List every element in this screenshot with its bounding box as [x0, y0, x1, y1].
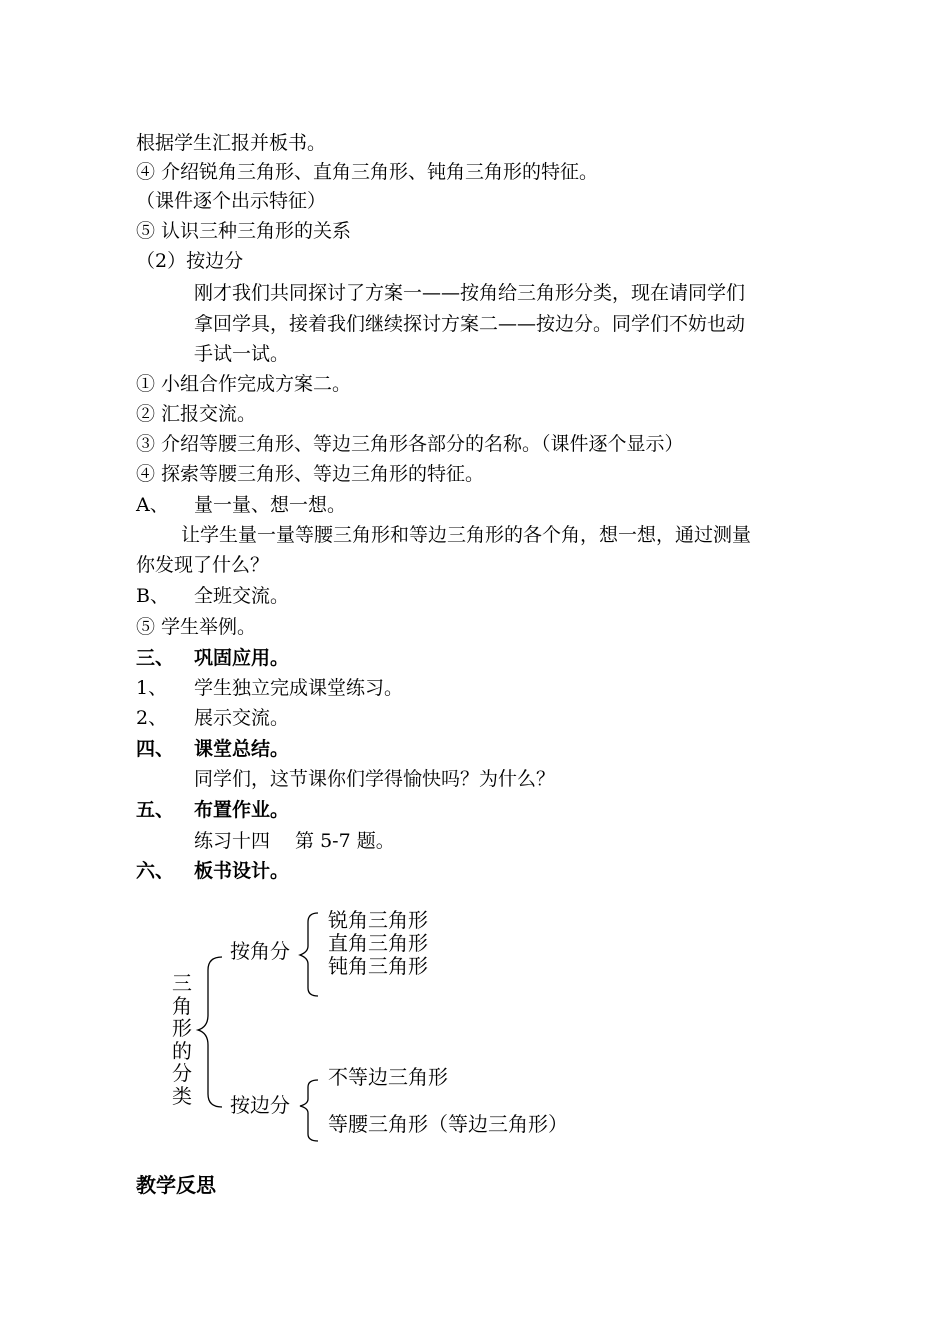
root-char: 三: [172, 971, 192, 995]
text-line: ④ 探索等腰三角形、等边三角形的特征。: [136, 463, 485, 485]
side-branch-label: 按边分: [230, 1093, 290, 1117]
text-line: 你发现了什么？: [136, 554, 270, 576]
text-line: （课件逐个出示特征）: [136, 190, 327, 212]
text-line: ④ 介绍锐角三角形、直角三角形、钝角三角形的特征。: [136, 161, 599, 183]
root-char: 分: [172, 1061, 192, 1085]
section-number: 四、: [136, 738, 175, 760]
root-char: 类: [172, 1083, 192, 1108]
section-title: 巩固应用。: [194, 647, 290, 669]
text-line: 让学生量一量等腰三角形和等边三角形的各个角，想一想，通过测量: [181, 524, 752, 546]
diagram-root-label: [170, 972, 194, 1107]
section-title: 布置作业。: [194, 799, 290, 821]
text-line: 根据学生汇报并板书。: [136, 132, 327, 154]
angle-branch-label: 按角分: [230, 939, 290, 963]
angle-item: 钝角三角形: [328, 954, 428, 978]
text-line: 同学们，这节课你们学得愉快吗？为什么？: [194, 768, 556, 790]
item-marker: A、: [136, 494, 169, 516]
text-line: ⑤ 学生举例。: [136, 616, 257, 638]
section-title: 板书设计。: [194, 860, 290, 882]
section-number: 五、: [136, 799, 175, 821]
item-marker: B、: [136, 585, 169, 607]
angle-item: 锐角三角形: [328, 908, 428, 932]
side-item: 不等边三角形: [328, 1065, 448, 1089]
item-marker: 2、: [136, 707, 168, 729]
text-line: 拿回学具，接着我们继续探讨方案二——按边分。同学们不妨也动: [194, 313, 746, 335]
text-line: ① 小组合作完成方案二。: [136, 373, 352, 395]
text-line: 手试一试。: [194, 343, 290, 365]
root-char: 角: [172, 993, 192, 1018]
text-line: 刚才我们共同探讨了方案一——按角给三角形分类，现在请同学们: [194, 282, 746, 304]
section-title: 课堂总结。: [194, 738, 290, 760]
item-text: 量一量、想一想。: [194, 494, 347, 516]
root-char: 的: [172, 1038, 192, 1063]
item-text: 学生独立完成课堂练习。: [194, 677, 404, 699]
angle-item: 直角三角形: [328, 931, 428, 955]
text-line: 练习十四 第 5-7 题。: [194, 830, 395, 852]
item-text: 全班交流。: [194, 585, 290, 607]
item-text: 展示交流。: [194, 707, 290, 729]
text-line: ② 汇报交流。: [136, 403, 257, 425]
section-number: 三、: [136, 647, 175, 669]
text-line: ③ 介绍等腰三角形、等边三角形各部分的名称。（课件逐个显示）: [136, 433, 684, 455]
text-line: ⑤ 认识三种三角形的关系: [136, 220, 352, 242]
item-marker: 1、: [136, 677, 168, 699]
reflection-heading: 教学反思: [136, 1173, 216, 1197]
root-char: 形: [172, 1016, 192, 1040]
section-number: 六、: [136, 860, 175, 882]
side-item: 等腰三角形（等边三角形）: [328, 1112, 568, 1136]
subheading: （2）按边分: [136, 250, 244, 272]
